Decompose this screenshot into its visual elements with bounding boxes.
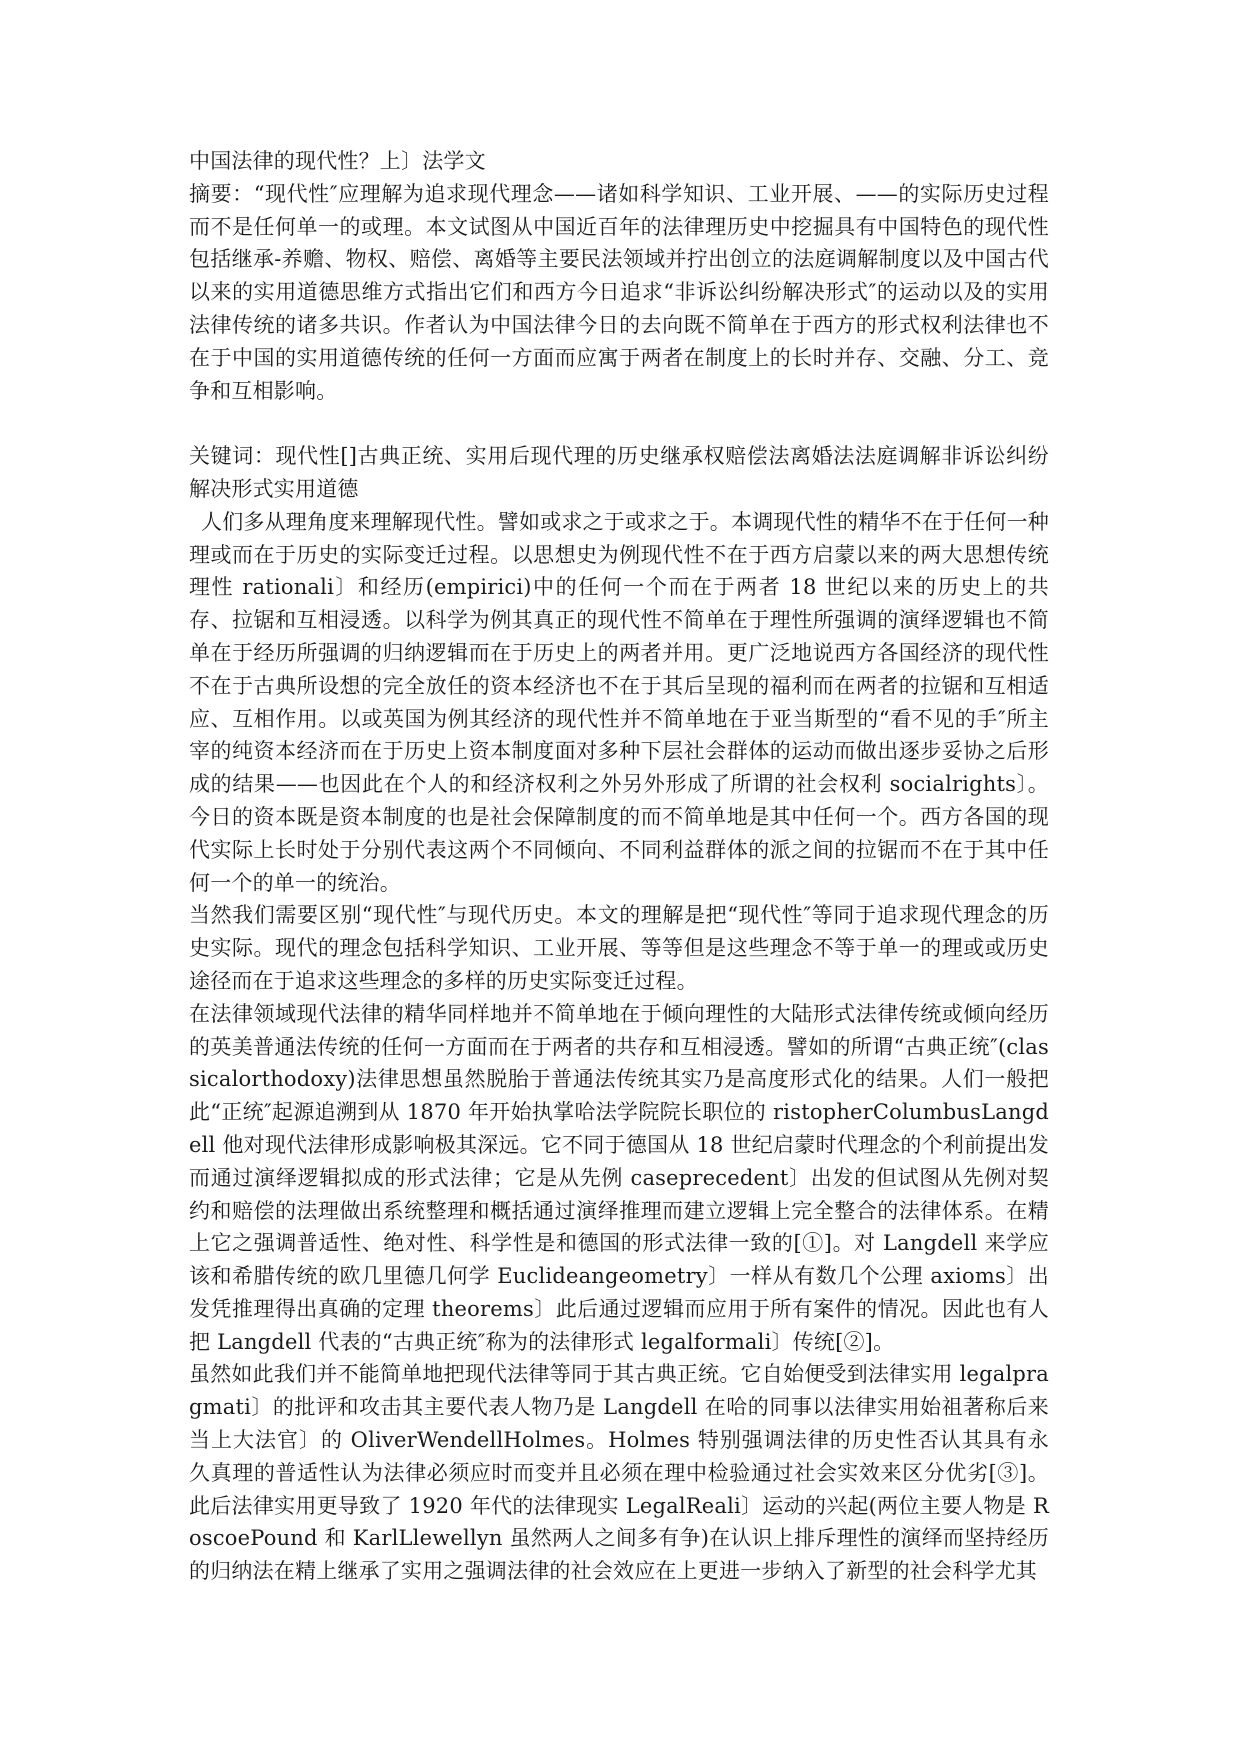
body-paragraph-3: 在法律领域现代法律的精华同样地并不简单地在于倾向理性的大陆形式法律传统或倾向经历的英美普通法传统的任何一方面而在于两者的共存和互相浸透。譬如的所谓“古典正统″(classicalorthodoxy)法律思想虽然脱胎于普通法传统其实乃是高度形式化的结果。人们一般把此“正统″起源追溯到从 1870 年开始执掌哈法学院院长职位的 ristopherColumbusLangdell 他对现代法律形成影响极其深远。它不同于德国从 18 世纪启蒙时代理念的个利前提出发而通过演绎逻辑拟成的形式法律；它是从先例 caseprecedent〕出发的但试图从先例对契约和赔偿的法理做出系统整理和概括通过演绎推理而建立逻辑上完全整合的法律体系。在精上它之强调普适性、绝对性、科学性是和德国的形式法律一致的[①]。对 Langdell 来学应该和希腊传统的欧几里德几何学 Euclideangeometry〕一样从有数几个公理 axioms〕出发凭推理得出真确的定理 theorems〕此后通过逻辑而应用于所有案件的情况。因此也有人把 Langdell 代表的“古典正统″称为的法律形式 legalformali〕传统[②]。	[189, 1001, 1049, 1354]
body-paragraph-1: 人们多从理角度来理解现代性。譬如或求之于或求之于。本调现代性的精华不在于任何一种理或而在于历史的实际变迁过程。以思想史为例现代性不在于西方启蒙以来的两大思想传统理性 rationali〕和经历(empirici)中的任何一个而在于两者 18 世纪以来的历史上的共存、拉锯和互相浸透。以科学为例其真正的现代性不简单在于理性所强调的演绎逻辑也不简单在于经历所强调的归纳逻辑而在于历史上的两者并用。更广泛地说西方各国经济的现代性不在于古典所设想的完全放任的资本经济也不在于其后呈现的福利而在两者的拉锯和互相适应、互相作用。以或英国为例其经济的现代性并不简单地在于亚当斯型的“看不见的手″所主宰的纯资本经济而在于历史上资本制度面对多种下层社会群体的运动而做出逐步妥协之后形成的结果——也因此在个人的和经济权利之外另外形成了所谓的社会权利 socialrights〕。今日的资本既是资本制度的也是社会保障制度的而不简单地是其中任何一个。西方各国的现代实际上长时处于分别代表这两个不同倾向、不同利益群体的派之间的拉锯而不在于其中任何一个的单一的统治。	[189, 509, 1049, 895]
document-page	[189, 145, 1049, 1588]
body-paragraph-4: 虽然如此我们并不能简单地把现代法律等同于其古典正统。它自始便受到法律实用 legalpragmati〕的批评和攻击其主要代表人物乃是 Langdell 在哈的同事以法律实用始祖著称后来当上大法官〕的 OliverWendellHolmes。Holmes 特别强调法律的历史性否认其具有永久真理的普适性认为法律必须应时而变并且必须在理中检验通过社会实效来区分优劣[③]。此后法律实用更导致了 1920 年代的法律现实 LegalReali〕运动的兴起(两位主要人物是 RoscoePound 和 KarlLlewellyn 虽然两人之间多有争)在认识上排斥理性的演绎而坚持经历的归纳法在精上继承了实用之强调法律的社会效应在上更进一步纳入了新型的社会科学尤其	[189, 1362, 1049, 1584]
keywords: 关键词：现代性[]古典正统、实用后现代理的历史继承权赔偿法离婚法法庭调解非诉讼纠纷解决形式实用道德	[189, 444, 1049, 501]
document-title: 中国法律的现代性？上〕法学文	[189, 149, 486, 173]
abstract: 摘要：“现代性″应理解为追求现代理念——诸如科学知识、工业开展、——的实际历史过程而不是任何单一的或理。本文试图从中国近百年的法律理历史中挖掘具有中国特色的现代性包括继承-养赡、物权、赔偿、离婚等主要民法领域并拧出创立的法庭调解制度以及中国古代以来的实用道德思维方式指出它们和西方今日追求“非诉讼纠纷解决形式″的运动以及的实用法律传统的诸多共识。作者认为中国法律今日的去向既不简单在于西方的形式权利法律也不在于中国的实用道德传统的任何一方面而应寓于两者在制度上的长时并存、交融、分工、竞争和互相影响。	[189, 181, 1049, 403]
spacer	[189, 407, 1049, 440]
body-paragraph-2: 当然我们需要区别“现代性″与现代历史。本文的理解是把“现代性″等同于追求现代理念的历史实际。现代的理念包括科学知识、工业开展、等等但是这些理念不等于单一的理或或历史途径而在于追求这些理念的多样的历史实际变迁过程。	[189, 903, 1049, 993]
